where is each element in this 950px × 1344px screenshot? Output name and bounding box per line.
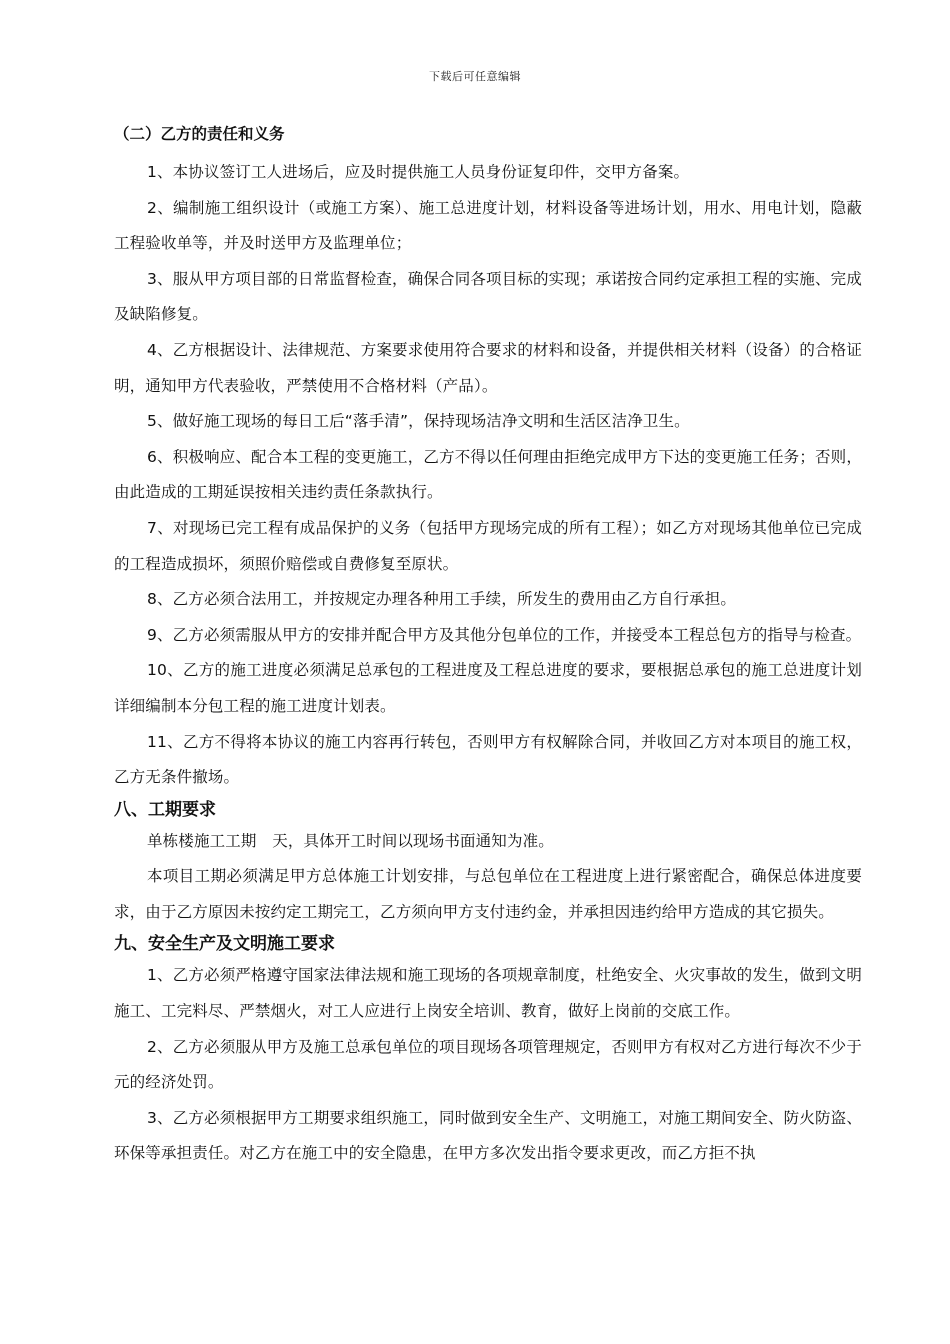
section-9-item-3: 3、乙方必须根据甲方工期要求组织施工，同时做到安全生产、文明施工，对施工期间安全、防火防盗、环保等承担责任。对乙方在施工中的安全隐患，在甲方多次发出指令要求更改，而乙方拒不执 (114, 1108, 862, 1163)
section-b-item-10: 10、乙方的施工进度必须满足总承包的工程进度及工程总进度的要求，要根据总承包的施工总进度计划详细编制本分包工程的施工进度计划表。 (114, 661, 862, 715)
section-b-item-11: 11、乙方不得将本协议的施工内容再行转包，否则甲方有权解除合同，并收回乙方对本项目的施工权，乙方无条件撤场。 (114, 732, 862, 787)
section-9-item-1: 1、乙方必须严格遵守国家法律法规和施工现场的各项规章制度，杜绝安全、火灾事故的发生，做到文明施工、工完料尽、严禁烟火，对工人应进行上岗安全培训、教育，做好上岗前的交底工作。 (114, 966, 862, 1021)
section-b-item-7: 7、对现场已完工程有成品保护的义务（包括甲方现场完成的所有工程）；如乙方对现场其他单位已完成的工程造成损坏，须照价赔偿或自费修复至原状。 (114, 518, 862, 573)
section-b-item-8: 8、乙方必须合法用工，并按规定办理各种用工手续，所发生的费用由乙方自行承担。 (147, 590, 737, 609)
section-b-item-6: 6、积极响应、配合本工程的变更施工，乙方不得以任何理由拒绝完成甲方下达的变更施工任务；否则，由此造成的工期延误按相关违约责任条款执行。 (114, 447, 862, 502)
section-8-title: 八、工期要求 (114, 799, 216, 820)
section-b-item-5: 5、做好施工现场的每日工后“落手清”，保持现场洁净文明和生活区洁净卫生。 (147, 412, 690, 431)
section-8-paragraph-1: 单栋楼施工工期 天，具体开工时间以现场书面通知为准。 (147, 831, 554, 850)
section-b-item-2: 2、编制施工组织设计（或施工方案）、施工总进度计划，材料设备等进场计划，用水、用电计划，隐蔽工程验收单等，并及时送甲方及监理单位； (114, 198, 862, 253)
section-b-item-4: 4、乙方根据设计、法律规范、方案要求使用符合要求的材料和设备，并提供相关材料（设备）的合格证明，通知甲方代表验收，严禁使用不合格材料（产品）。 (114, 340, 862, 395)
section-b-item-1: 1、本协议签订工人进场后，应及时提供施工人员身份证复印件，交甲方备案。 (147, 163, 690, 181)
section-b-item-3: 3、服从甲方项目部的日常监督检查，确保合同各项目标的实现；承诺按合同约定承担工程的实施、完成及缺陷修复。 (114, 269, 862, 324)
document-body (114, 120, 894, 1172)
section-9-title: 九、安全生产及文明施工要求 (114, 934, 335, 955)
section-8-paragraph-2: 本项目工期必须满足甲方总体施工计划安排，与总包单位在工程进度上进行紧密配合，确保总体进度要求，由于乙方原因未按约定工期完工，乙方须向甲方支付违约金，并承担因违约给甲方造成的其它损失。 (114, 867, 862, 921)
section-b-title: （二）乙方的责任和义务 (114, 125, 285, 143)
section-b-item-9: 9、乙方必须需服从甲方的安排并配合甲方及其他分包单位的工作，并接受本工程总包方的指导与检查。 (147, 625, 862, 644)
header-note: 下载后可任意编辑 (429, 70, 521, 83)
section-9-item-2: 2、乙方必须服从甲方及施工总承包单位的项目现场各项管理规定，否则甲方有权对乙方进行每次不少于 元的经济处罚。 (114, 1037, 894, 1092)
